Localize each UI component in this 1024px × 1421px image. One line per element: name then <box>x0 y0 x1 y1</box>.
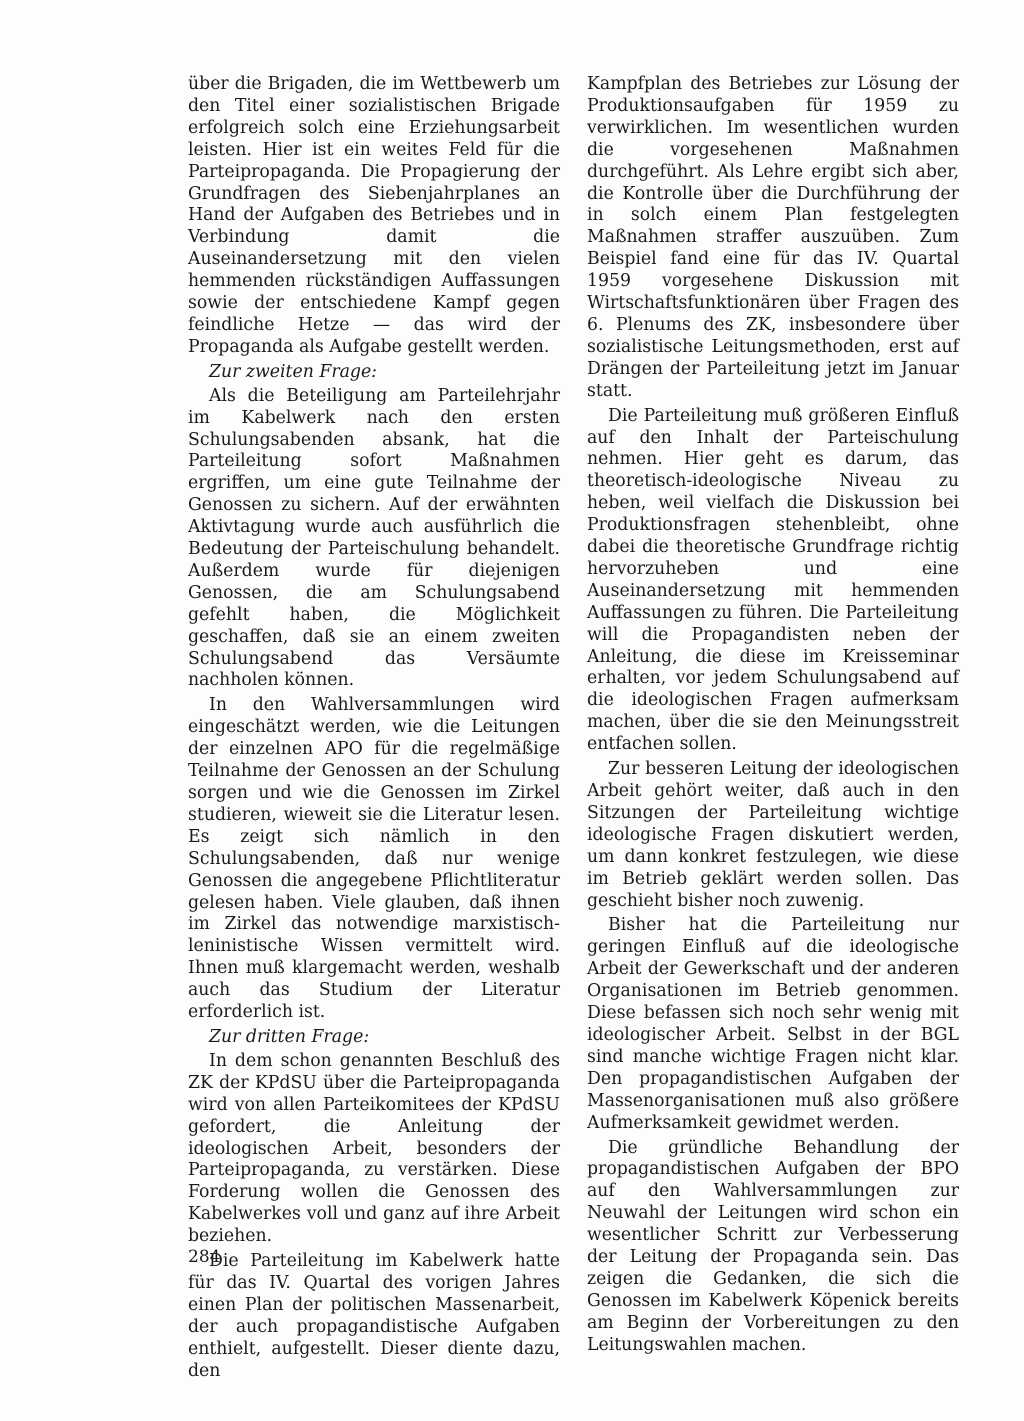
paragraph: In dem schon genannten Beschluß des ZK der KPdSU über die Parteipropaganda wird von allen Parteikomitees der KPdSU gefordert, die Anleitung der ideologischen Arbeit, besonders der Parteipropaganda, zu verstärken. Diese Forderung wollen die Genossen des Kabelwerkes voll und ganz auf ihre Arbeit beziehen. <box>188 1050 560 1247</box>
paragraph: Zur besseren Leitung der ideologischen Arbeit gehört weiter, daß auch in den Sitzungen der Parteileitung wichtige ideologische Fragen diskutiert werden, um dann konkret festzulegen, wie diese im Betrieb geklärt werden sollen. Das geschieht bisher noch zuwenig. <box>587 759 959 911</box>
paragraph: Kampfplan des Betriebes zur Lösung der Produktionsaufgaben für 1959 zu verwirklichen. Im wesentlichen wurden die vorgesehenen Maßnahmen durchgeführt. Als Lehre ergibt sich aber, die Kontrolle über die Durchführung der in solch einem Plan festgelegten Maßnahmen straffer auszuüben. Zum Beispiel fand eine für das IV. Quartal 1959 vorgesehene Diskussion mit Wirtschaftsfunktionären über Fragen des 6. Plenums des ZK, insbesondere über sozialistische Leitungsmethoden, erst auf Drängen der Parteileitung jetzt im Januar statt. <box>587 74 959 401</box>
paragraph: Die Parteileitung im Kabelwerk hatte für das IV. Quartal des vorigen Jahres einen Plan der politischen Massenarbeit, der auch propagandistische Aufgaben enthielt, aufgestellt. Dieser diente dazu, den <box>188 1251 560 1381</box>
paragraph: Die Parteileitung muß größeren Einfluß auf den Inhalt der Parteischulung nehmen. Hier geht es darum, das theoretisch-ideologische Niveau zu heben, weil vielfach die Diskussion bei Produktionsfragen stehenbleibt, ohne dabei die theoretische Grundfrage richtig hervorzuheben und eine Auseinandersetzung mit hemmenden Auffassungen zu führen. Die Parteileitung will die Propagandisten neben der Anleitung, die diese im Kreisseminar erhalten, vor jedem Schulungsabend auf die ideologischen Fragen aufmerksam machen, über die sie den Meinungsstreit entfachen sollen. <box>587 405 959 755</box>
paragraph: über die Brigaden, die im Wettbewerb um den Titel einer sozialistischen Brigade erfolgreich solch eine Erziehungsarbeit leisten. Hier ist ein weites Feld für die Parteipropaganda. Die Propagierung der Grundfragen des Siebenjahrplanes an Hand der Aufgaben des Betriebes und in Verbindung damit die Auseinandersetzung mit den vielen hemmenden rückständigen Auffassungen sowie der entschiedene Kampf gegen feindliche Hetze — das wird der Propaganda als Aufgabe gestellt werden. <box>188 74 560 357</box>
paragraph: In den Wahlversammlungen wird eingeschätzt werden, wie die Leitungen der einzelnen APO für die regelmäßige Teilnahme der Genossen an der Schulung sorgen und wie die Genossen im Zirkel studieren, wieweit sie die Literatur lesen. Es zeigt sich nämlich in den Schulungsabenden, daß nur wenige Genossen die angegebene Pflichtliteratur gelesen haben. Viele glauben, daß ihnen im Zirkel das notwendige marxistisch-leninistische Wissen vermittelt wird. Ihnen muß klargemacht werden, weshalb auch das Studium der Literatur erforderlich ist. <box>188 695 560 1023</box>
paragraph: Bisher hat die Parteileitung nur geringen Einfluß auf die ideologische Arbeit der Gewerkschaft und der anderen Organisationen im Betrieb genommen. Diese befassen sich noch sehr wenig mit ideologischer Arbeit. Selbst in der BGL sind manche wichtige Fragen nicht klar. Den propagandistischen Aufgaben der Massenorganisationen muß also größere Aufmerksamkeit gewidmet werden. <box>587 915 959 1133</box>
section-heading: Zur zweiten Frage: <box>209 361 378 382</box>
left-column <box>188 74 560 1385</box>
right-column <box>587 74 959 1360</box>
paragraph: Die gründliche Behandlung der propagandistischen Aufgaben der BPO auf den Wahlversammlungen zur Neuwahl der Leitungen wird schon ein wesentlicher Schritt zur Verbesserung der Leitung der Propaganda sein. Das zeigen die Gedanken, die sich die Genossen im Kabelwerk Köpenick bereits am Beginn der Vorbereitungen zu den Leitungswahlen machen. <box>587 1137 959 1355</box>
page-number: 284 <box>188 1247 221 1267</box>
paragraph: Als die Beteiligung am Parteilehrjahr im Kabelwerk nach den ersten Schulungsabenden absank, hat die Parteileitung sofort Maßnahmen ergriffen, um eine gute Teilnahme der Genossen zu sichern. Auf der erwähnten Aktivtagung wurde auch ausführlich die Bedeutung der Parteischulung behandelt. Außerdem wurde für diejenigen Genossen, die am Schulungsabend gefehlt haben, die Möglichkeit geschaffen, daß sie an einem zweiten Schulungsabend das Versäumte nachholen können. <box>188 385 560 691</box>
section-heading: Zur dritten Frage: <box>209 1026 370 1047</box>
